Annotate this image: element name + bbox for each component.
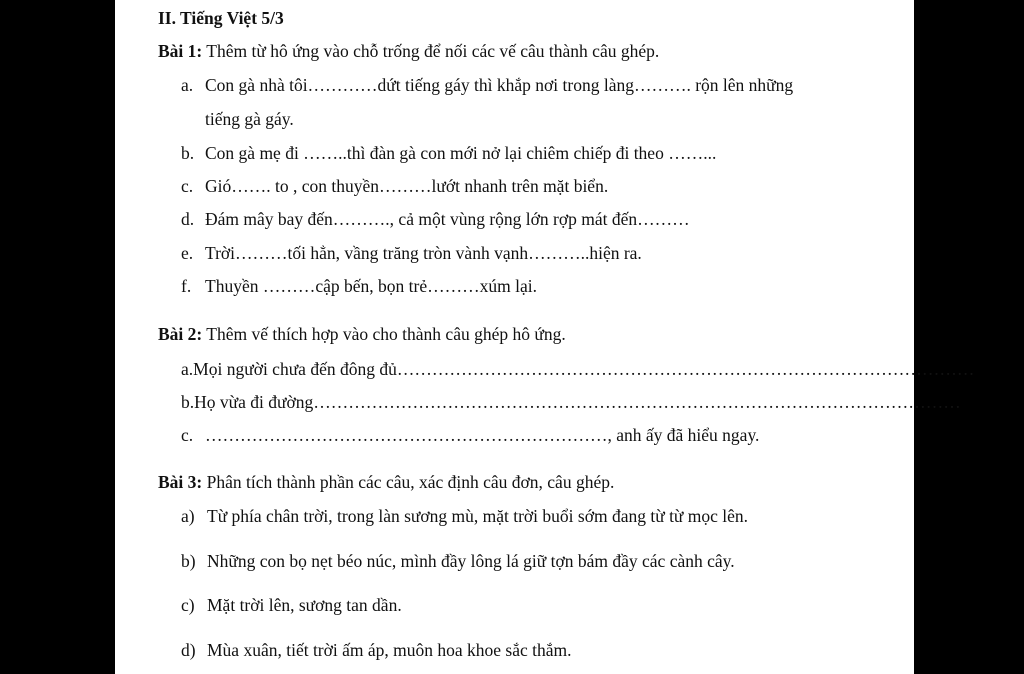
item-text: Họ vừa đi đường: [194, 392, 314, 412]
item-text: Thuyền ………cập bến, bọn trẻ………xúm lại.: [205, 276, 537, 296]
exercise-2-item-c: [181, 427, 759, 445]
section-title: II. Tiếng Việt 5/3: [158, 8, 284, 28]
item-marker: d): [181, 640, 196, 660]
exercise-3-heading: [158, 474, 614, 492]
item-text: Con gà mẹ đi ……..thì đàn gà con mới nở lại chiêm chiếp đi theo ……...: [205, 143, 717, 163]
answer-blank[interactable]: …………………………………………………………………………………………………: [313, 392, 961, 412]
item-marker: e.: [181, 243, 194, 263]
exercise-1-item-e: [181, 245, 642, 263]
item-text: Từ phía chân trời, trong làn sương mù, mặt trời buổi sớm đang từ từ mọc lên.: [207, 506, 749, 526]
exercise-2-item-b: [181, 392, 961, 412]
document-page: [115, 0, 975, 674]
item-text: Gió……. to , con thuyền………lướt nhanh trên mặt biển.: [205, 176, 609, 196]
exercise-1-item-c: [181, 178, 608, 196]
item-marker: b): [181, 551, 196, 571]
item-text: Trời………tối hẳn, vầng trăng tròn vành vạnh………..hiện ra.: [205, 243, 642, 263]
exercise-1-item-a: [181, 77, 793, 95]
item-marker: a.: [181, 359, 194, 379]
exercise-1-label: Bài 1:: [158, 41, 203, 61]
item-marker: a): [181, 506, 195, 526]
exercise-1-item-d: [181, 211, 690, 229]
exercise-3-item-b: [181, 553, 735, 571]
item-marker: c): [181, 595, 195, 615]
exercise-2-label: Bài 2:: [158, 324, 203, 344]
exercise-3-prompt: Phân tích thành phần các câu, xác định câu đơn, câu ghép.: [202, 472, 615, 492]
exercise-1-item-b: [181, 145, 716, 163]
exercise-3-item-d: [181, 642, 572, 660]
exercise-2-prompt: Thêm vế thích hợp vào cho thành câu ghép hô ứng.: [202, 324, 566, 344]
exercise-1-item-f: [181, 278, 537, 296]
item-marker: f.: [181, 276, 192, 296]
exercise-2-heading: [158, 326, 566, 344]
item-marker: b.: [181, 143, 195, 163]
item-text: Mọi người chưa đến đông đủ: [193, 359, 397, 379]
exercise-3-item-c: [181, 597, 402, 615]
item-text: Mặt trời lên, sương tan dần.: [207, 595, 402, 615]
item-marker: b.: [181, 392, 195, 412]
exercise-1-prompt: Thêm từ hô ứng vào chỗ trống để nối các vế câu thành câu ghép.: [202, 41, 660, 61]
answer-blank[interactable]: ………………………………………………………………………………………: [396, 359, 975, 379]
item-text: , anh ấy đã hiểu ngay.: [607, 425, 760, 445]
exercise-1-heading: [158, 43, 659, 61]
answer-blank[interactable]: ……………………………………………………………: [205, 425, 608, 445]
exercise-3-label: Bài 3:: [158, 472, 203, 492]
exercise-2-item-a: [181, 359, 975, 379]
item-marker: c.: [181, 176, 194, 196]
item-marker: d.: [181, 209, 195, 229]
item-marker: a.: [181, 75, 194, 95]
item-text: Con gà nhà tôi…………dứt tiếng gáy thì khắp nơi trong làng………. rộn lên những: [205, 75, 794, 95]
item-marker: c.: [181, 425, 194, 445]
exercise-3-item-a: [181, 508, 748, 526]
item-text: Đám mây bay đến………., cả một vùng rộng lớn rợp mát đến………: [205, 209, 690, 229]
exercise-1-item-a-continued: tiếng gà gáy.: [205, 109, 294, 129]
item-text: Mùa xuân, tiết trời ấm áp, muôn hoa khoe sắc thắm.: [207, 640, 572, 660]
item-text: Những con bọ nẹt béo núc, mình đầy lông lá giữ tợn bám đầy các cành cây.: [207, 551, 735, 571]
